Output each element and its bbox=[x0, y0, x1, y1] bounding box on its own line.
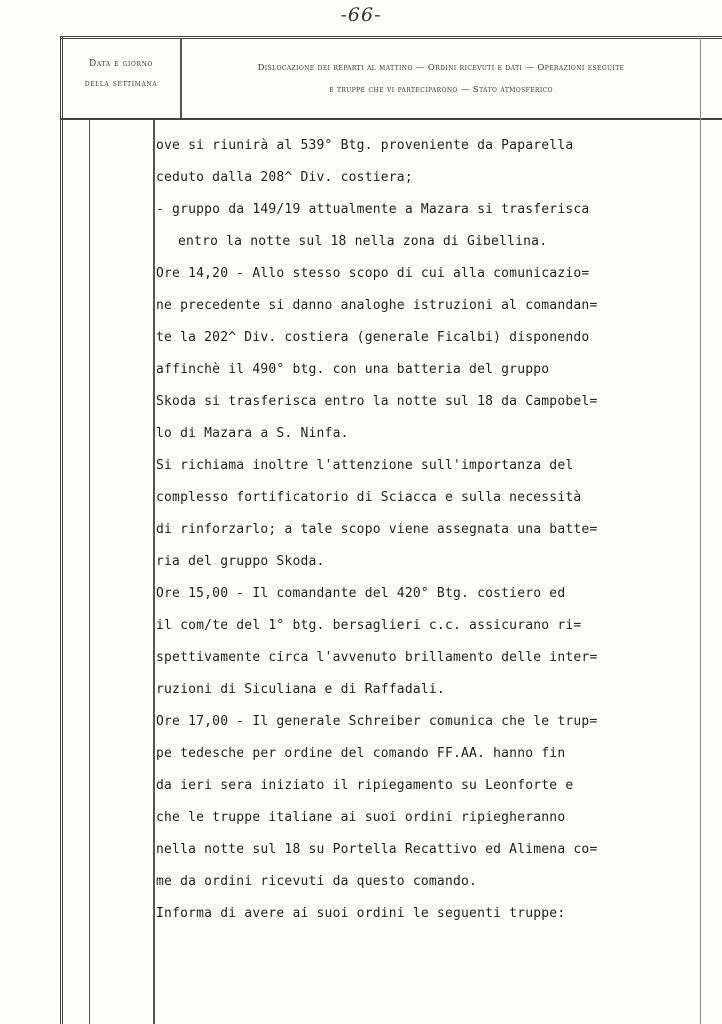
table-top-border bbox=[60, 36, 722, 39]
table-left-border bbox=[60, 36, 63, 1024]
text-line: Skoda si trasferisca entro la notte sul 18 da Campobel= bbox=[156, 394, 598, 409]
text-line: Informa di avere ai suoi ordini le seguenti truppe: bbox=[156, 906, 566, 921]
header-main-label-line1: Dislocazione dei reparti al mattino — Ordini ricevuti e dati — Operazioni eseguite bbox=[257, 63, 625, 73]
text-line: di rinforzarlo; a tale scopo viene assegnata una batte= bbox=[156, 522, 598, 537]
typed-text-body bbox=[156, 130, 676, 930]
text-line: ne precedente si danno analoghe istruzioni al comandan= bbox=[156, 298, 598, 313]
header-date-label-line1: Data e giorno bbox=[89, 59, 153, 69]
header-divider bbox=[60, 118, 722, 120]
header-main-label-line2: e truppe che vi parteciparono — Stato atmosferico bbox=[329, 85, 553, 95]
text-line: - gruppo da 149/19 attualmente a Mazara si trasferisca bbox=[156, 202, 590, 217]
text-column-left-rule bbox=[153, 120, 155, 1024]
table-right-border bbox=[700, 38, 701, 1024]
text-line: pe tedesche per ordine del comando FF.AA. hanno fin bbox=[156, 746, 566, 761]
text-line: entro la notte sul 18 nella zona di Gibellina. bbox=[178, 234, 548, 249]
text-line: nella notte sul 18 su Portella Recattivo ed Alimena co= bbox=[156, 842, 598, 857]
text-line: ruzioni di Siculiana e di Raffadali. bbox=[156, 682, 445, 697]
text-line: Ore 17,00 - Il generale Schreiber comunica che le trup= bbox=[156, 714, 598, 729]
date-column-inner-rule bbox=[89, 120, 90, 1024]
header-date-label-line2: della settimana bbox=[84, 79, 158, 89]
header-date-column bbox=[64, 54, 178, 94]
text-line: il com/te del 1° btg. bersaglieri c.c. assicurano ri= bbox=[156, 618, 582, 633]
text-line: Ore 14,20 - Allo stesso scopo di cui alla comunicazio= bbox=[156, 266, 590, 281]
text-line: complesso fortificatorio di Sciacca e sulla necessità bbox=[156, 490, 582, 505]
text-line: affinchè il 490° btg. con una batteria del gruppo bbox=[156, 362, 550, 377]
text-line: ceduto dalla 208^ Div. costiera; bbox=[156, 170, 413, 185]
text-line: me da ordini ricevuti da questo comando. bbox=[156, 874, 478, 889]
header-column-divider bbox=[180, 38, 182, 118]
page-number: -66- bbox=[340, 4, 382, 26]
text-line: spettivamente circa l'avvenuto brillamento delle inter= bbox=[156, 650, 598, 665]
header-main-column bbox=[186, 57, 696, 101]
text-line: ria del gruppo Skoda. bbox=[156, 554, 325, 569]
text-line: te la 202^ Div. costiera (generale Ficalbi) disponendo bbox=[156, 330, 590, 345]
text-line: ove si riunirà al 539° Btg. proveniente da Paparella bbox=[156, 138, 574, 153]
text-line: che le truppe italiane ai suoi ordini ripiegheranno bbox=[156, 810, 566, 825]
text-line: Si richiama inoltre l'attenzione sull'importanza del bbox=[156, 458, 574, 473]
text-line: da ieri sera iniziato il ripiegamento su Leonforte e bbox=[156, 778, 574, 793]
text-line: Ore 15,00 - Il comandante del 420° Btg. costiero ed bbox=[156, 586, 566, 601]
text-line: lo di Mazara a S. Ninfa. bbox=[156, 426, 349, 441]
